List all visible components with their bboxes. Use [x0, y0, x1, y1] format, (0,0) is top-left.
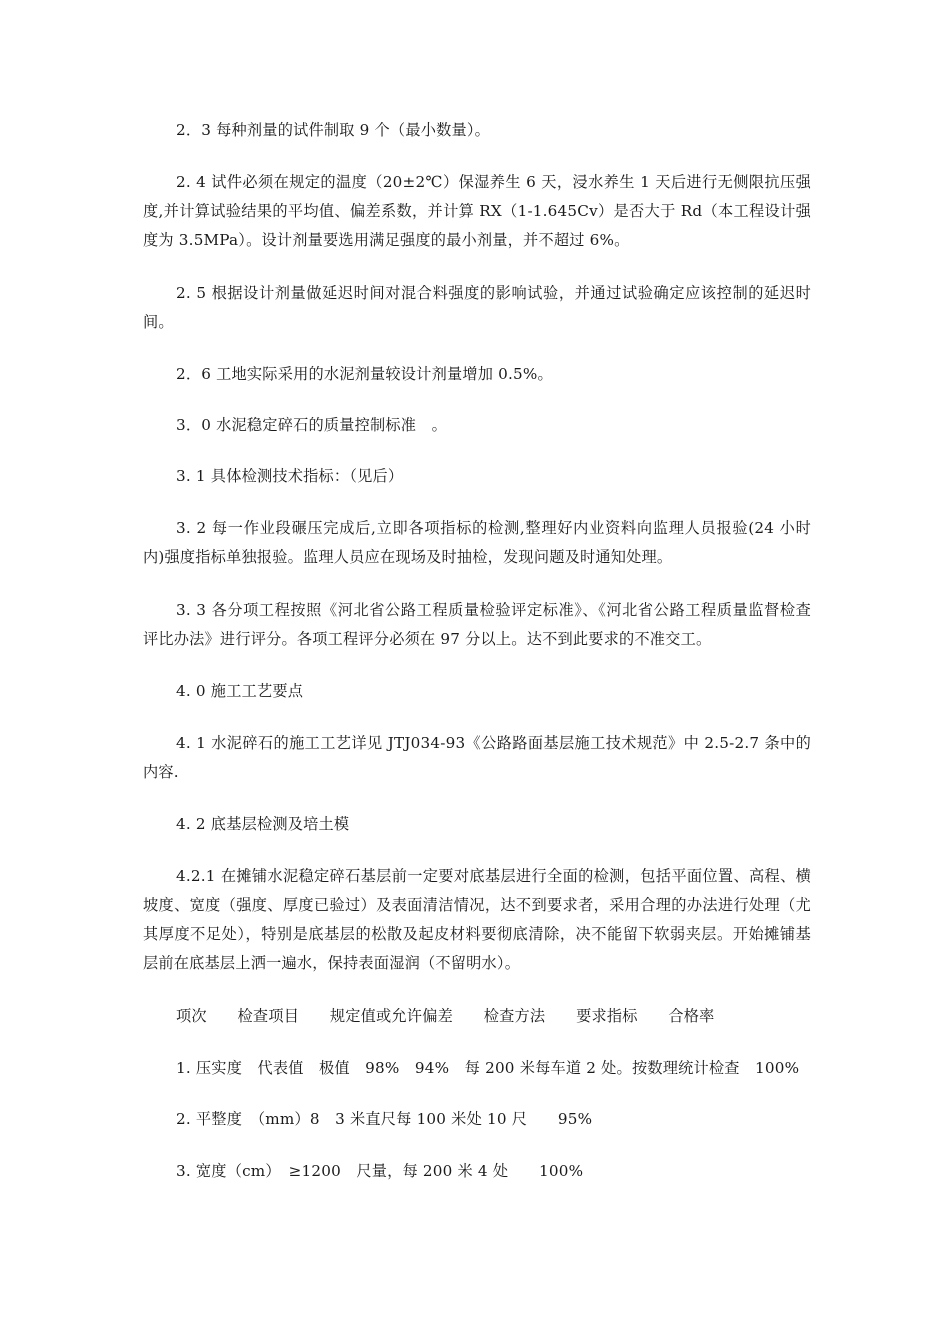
- paragraph-4-2: 4. 2 底基层检测及培土模: [176, 815, 350, 833]
- paragraph-3-0: 3．0 水泥稳定碎石的质量控制标准 。: [176, 416, 447, 434]
- paragraph-4-2-1: 4.2.1 在摊铺水泥稳定碎石基层前一定要对底基层进行全面的检测，包括平面位置、高程、横坡度、宽度（强度、厚度已验过）及表面清洁情况，达不到要求者，采用合理的办法进行处理（尤其厚度不足处），特别是底基层的松散及起皮材料要彻底清除，决不能留下软弱夹层。开始摊铺基层前在底基层上洒一遍水，保持表面湿润（不留明水）。: [143, 867, 811, 972]
- paragraph-2-4: 2. 4 试件必须在规定的温度（20±2℃）保湿养生 6 天，浸水养生 1 天后进行无侧限抗压强度,并计算试验结果的平均值、偏差系数，并计算 RX（1-1.645Cv）是否大于 Rd（本工程设计强度为 3.5MPa）。设计剂量要选用满足强度的最小剂量，并不超过 6%。: [143, 173, 811, 249]
- table-row-width: 3. 宽度（cm） ≥1200 尺量，每 200 米 4 处 100%: [176, 1162, 584, 1180]
- table-header-line: 项次 检查项目 规定值或允许偏差 检查方法 要求指标 合格率: [176, 1007, 715, 1025]
- table-row-compaction: 1. 压实度 代表值 极值 98% 94% 每 200 米每车道 2 处。按数理统计检查 100%: [176, 1059, 800, 1077]
- paragraph-2-5: 2. 5 根据设计剂量做延迟时间对混合料强度的影响试验，并通过试验确定应该控制的延迟时间。: [143, 284, 811, 331]
- paragraph-3-3: 3. 3 各分项工程按照《河北省公路工程质量检验评定标准》、《河北省公路工程质量监督检查评比办法》进行评分。各项工程评分必须在 97 分以上。达不到此要求的不准交工。: [143, 601, 811, 648]
- table-row-flatness: 2. 平整度 （mm）8 3 米直尺每 100 米处 10 尺 95%: [176, 1110, 593, 1128]
- paragraph-3-2: 3. 2 每一作业段碾压完成后,立即各项指标的检测,整理好内业资料向监理人员报验(24 小时内)强度指标单独报验。监理人员应在现场及时抽检，发现问题及时通知处理。: [143, 519, 811, 566]
- paragraph-2-6: 2．6 工地实际采用的水泥剂量较设计剂量增加 0.5%。: [176, 365, 553, 383]
- paragraph-3-1: 3. 1 具体检测技术指标：（见后）: [176, 467, 404, 485]
- paragraph-4-1: 4. 1 水泥碎石的施工工艺详见 JTJ034-93《公路路面基层施工技术规范》中 2.5-2.7 条中的内容.: [143, 734, 811, 781]
- paragraph-2-3: 2．3 每种剂量的试件制取 9 个（最小数量）。: [176, 121, 491, 139]
- paragraph-4-0: 4. 0 施工工艺要点: [176, 682, 304, 700]
